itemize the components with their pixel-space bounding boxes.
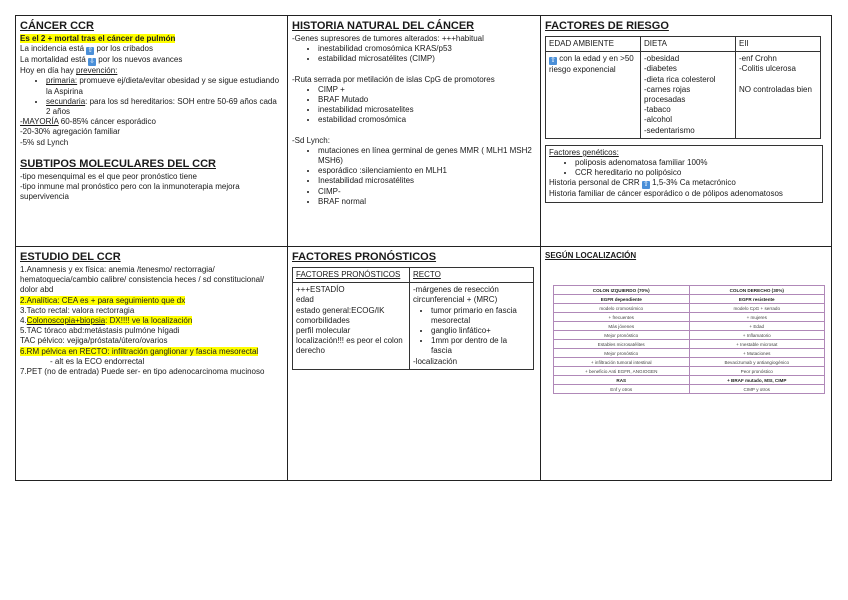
- lynch-line: -5% sd Lynch: [20, 137, 69, 147]
- table-row: + infiltración tumoral intestinal Bevacizumab y antiangiogénico: [554, 358, 825, 367]
- historia-personal-line: Historia personal de CRR ⇧ 1,5-3% Ca metacrónico: [549, 178, 736, 189]
- ruta-serrada-line: -Ruta serrada por metilación de islas CpG de promotores: [292, 74, 495, 84]
- subtipo-inmune: -tipo inmune mal pronóstico pero con la inmunoterapia mejora supervivencia: [20, 182, 240, 202]
- list-item: • estabilidad microsatélites (CIMP): [318, 54, 536, 64]
- genes-supresores-list: [292, 44, 536, 64]
- prevention-line: Hoy en día hay prevención:: [20, 66, 118, 76]
- cancer-ccr-title: CÁNCER CCR: [20, 20, 94, 32]
- list-item: • poliposis adenomatosa familiar 100%: [575, 158, 819, 168]
- edad-cell: ⇧ con la edad y en >50 riesgo exponencial: [546, 52, 641, 139]
- estudio-ccr-section: [16, 247, 288, 480]
- header-dieta: DIETA: [641, 37, 736, 52]
- subtipo-mesenquimal: -tipo mesenquimal es el que peor pronóstico tiene: [20, 171, 197, 181]
- list-item: • BRAF normal: [318, 197, 536, 207]
- list-item: • CCR hereditario no polipósico: [575, 168, 819, 178]
- arrow-up-icon: ⇧: [550, 57, 556, 65]
- pronostico-table: [292, 267, 534, 370]
- factores-riesgo-section: [541, 16, 831, 247]
- segun-localizacion-section: [541, 247, 831, 480]
- factores-cell: +++ESTADÍO edad estado general:ECOG/IK comorbilidades perfil molecular localización!!! es peor el colon derecho: [293, 283, 410, 370]
- table-row: COLON IZQUIERDO (70%) COLON DERECHO (30%): [554, 286, 825, 295]
- header-eii: EII: [736, 37, 821, 52]
- list-item: • Inestabilidad microsatélites: [318, 176, 536, 186]
- rm-pelvica-highlight: 6.RM pélvica en RECTO: infiltración ganglionar y fascia mesorectal: [20, 346, 259, 356]
- factores-pronosticos-section: [288, 247, 541, 480]
- pronostico-title: FACTORES PRONÓSTICOS: [292, 251, 437, 263]
- prevention-list: [20, 76, 283, 117]
- tac-pelvico-line: TAC pélvico: vejiga/próstata/útero/ovarios: [20, 336, 168, 346]
- header-recto: RECTO: [413, 270, 441, 279]
- list-item: • ganglio linfático+: [431, 326, 530, 336]
- historia-familiar-line: Historia familiar de cáncer esporádico o de pólipos adenomatosos: [549, 189, 783, 199]
- table-row: Mejor pronóstico + Mutaciones: [554, 349, 825, 358]
- list-item: • mutaciones en línea germinal de genes MMR ( MLH1 MSH2 MSH6): [318, 146, 536, 166]
- tac-toraco-line: 5.TAC tóraco abd:metástasis pulmóne hígadi: [20, 326, 180, 336]
- recto-cell: -márgenes de resección circunferencial + (MRC) • tumor primario en fascia mesorectal • ganglio linfático+ • 1mm por dentro de la fascia -localización: [410, 283, 534, 370]
- summary-grid: [15, 15, 832, 481]
- table-row: Mejor pronóstico + Inflamatorio: [554, 331, 825, 340]
- list-item: • tumor primario en fascia mesorectal: [431, 306, 530, 326]
- dieta-cell: -obesidad -diabetes -dieta rica colesterol -carnes rojas procesadas -tabaco -alcohol -sedentarismo: [641, 52, 736, 139]
- mortality-line: La mortalidad está ⇩ por los nuevos avances: [20, 55, 183, 66]
- analitica-highlight: 2.Analítica: CEA es + para seguimiento que dx: [20, 295, 186, 305]
- ruta-serrada-list: [292, 85, 536, 126]
- header-edad: EDAD AMBIENTE: [546, 37, 641, 52]
- familiar-line: -20-30% agregación familiar: [20, 127, 121, 137]
- arrow-down-icon: ⇩: [89, 58, 95, 66]
- historia-title: HISTORIA NATURAL DEL CÁNCER: [292, 20, 475, 32]
- subtipos-title: SUBTIPOS MOLECULARES DEL CCR: [20, 157, 216, 170]
- anamnesis-line: 1.Anamnesis y ex física: anemia /tenesmo/ rectorragia/ hematoquecia/cambio calibre/ consistencia heces / sd constitucional/ dolor abd: [20, 265, 265, 295]
- table-row: Más jóvenes + Edad: [554, 322, 825, 331]
- geneticos-title: Factores genéticos:: [549, 147, 619, 157]
- header-factores: FACTORES PRONÓSTICOS: [296, 270, 401, 279]
- factores-geneticos-box: [545, 145, 823, 203]
- list-item: • 1mm por dentro de la fascia: [431, 336, 530, 356]
- historia-natural-section: [288, 16, 541, 247]
- list-item: - alt es la ECO endorrectal: [50, 357, 283, 367]
- tacto-rectal-line: 3.Tacto rectal: valora rectorragia: [20, 305, 135, 315]
- list-item: • estabilidad cromosómica: [318, 115, 536, 125]
- list-item: • CIMP-: [318, 187, 536, 197]
- list-item: • primaria: promueve ej/dieta/evitar obesidad y se sigue estudiando la Aspirina: [46, 76, 283, 96]
- sd-lynch-line: -Sd Lynch:: [292, 135, 330, 145]
- riesgo-title: FACTORES DE RIESGO: [545, 20, 669, 32]
- localizacion-table: [553, 285, 825, 394]
- cancer-ccr-section: [16, 16, 288, 247]
- table-row: Enf y otros CIMP y otros: [554, 385, 825, 394]
- riesgo-table: [545, 36, 821, 139]
- table-row: EGFR dependiente EGFR resistente: [554, 295, 825, 304]
- genes-supresores-line: -Genes supresores de tumores alterados: +++habitual: [292, 34, 484, 43]
- list-item: • esporádico :silenciamiento en MLH1: [318, 166, 536, 176]
- list-item: • CIMP +: [318, 85, 536, 95]
- colonoscopia-line: 4.Colonoscopia+biopsia: DX!!!! ve la localización: [20, 316, 193, 326]
- arrow-up-icon: ⇧: [87, 47, 94, 55]
- list-item: • inestabilidad cromosómica KRAS/p53: [318, 44, 536, 54]
- list-item: • BRAF Mutado: [318, 95, 536, 105]
- list-item: • inestabilidad microsatelites: [318, 105, 536, 115]
- mayoria-line: -MAYORÍA 60-85% cáncer esporádico: [20, 117, 156, 127]
- eii-cell: -enf Crohn -Colitis ulcerosa NO controladas bien: [736, 52, 821, 139]
- estudio-title: ESTUDIO DEL CCR: [20, 251, 121, 263]
- table-row: modelo cromosómico modelo CpG + serrado: [554, 304, 825, 313]
- table-row: + frecuentes + mujeres: [554, 313, 825, 322]
- table-row: Estables microsatélites + Inestable microsat: [554, 340, 825, 349]
- pet-line: 7.PET (no de entrada) Puede ser- en tipo adenocarcinoma mucinoso: [20, 367, 265, 377]
- localizacion-title: SEGÚN LOCALIZACIÓN: [545, 251, 637, 260]
- table-row: + beneficio Anti EGFR, ANGIOGEN Peor pronóstico: [554, 367, 825, 376]
- sd-lynch-list: [292, 146, 536, 207]
- table-row: RAS + BRAF mutado, MSI, CIMP: [554, 376, 825, 385]
- arrow-up-icon: ⇧: [643, 181, 649, 189]
- list-item: • secundaria: para los sd hereditarios: SOH entre 50-69 años cada 2 años: [46, 97, 283, 117]
- mortality-highlight: Es el 2 + mortal tras el cáncer de pulmón: [20, 34, 176, 43]
- incidence-line: La incidencia está ⇧ por los cribados: [20, 44, 153, 55]
- geneticos-list: [549, 158, 819, 178]
- rm-alt-list: [20, 357, 283, 367]
